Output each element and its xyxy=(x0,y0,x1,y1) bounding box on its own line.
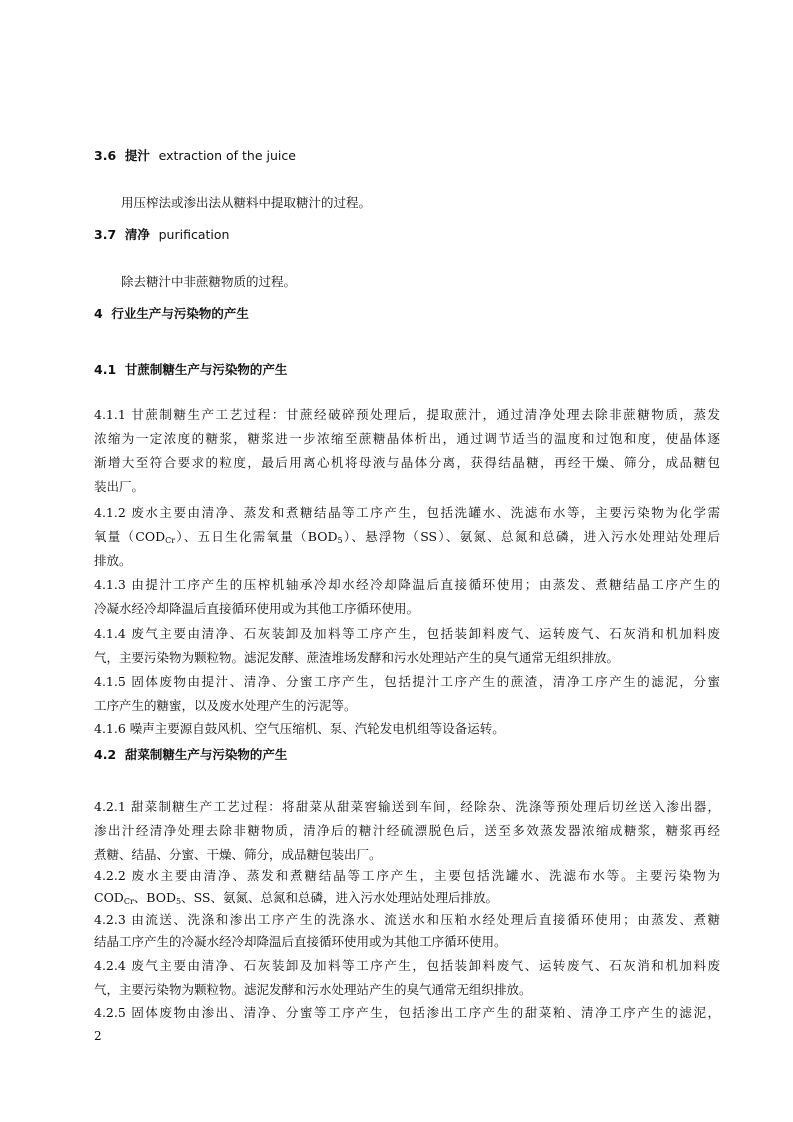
para-4-2-2-line: 4.2.2 废水主要由清净、蒸发和煮糖结晶等工序产生，主要包括洗罐水、洗滤布水等。主要污染物为 xyxy=(94,868,720,883)
page-number: 2 xyxy=(94,1029,102,1043)
para-4-2-1-line: 煮糖、结晶、分蜜、干燥、筛分，成品糖包装出厂。 xyxy=(94,847,382,862)
para-4-1-3-line: 4.1.3 由提汁工序产生的压榨机轴承冷却水经冷却降温后直接循环使用；由蒸发、煮糖结晶工序产生的 xyxy=(94,577,720,592)
para-4-2-1-line: 4.2.1 甜菜制糖生产工艺过程：将甜菜从甜菜窖输送到车间，经除杂、洗涤等预处理后切丝送入渗出器， xyxy=(94,799,720,814)
para-4-1-1-line: 4.1.1 甘蔗制糖生产工艺过程：甘蔗经破碎预处理后，提取蔗汁，通过清净处理去除非蔗糖物质，蒸发 xyxy=(94,407,720,422)
para-4-1-4-line: 4.1.4 废气主要由清净、石灰装卸及加料等工序产生，包括装卸料废气、运转废气、石灰消和机加料废 xyxy=(94,626,720,641)
chapter-heading-4: 4 行业生产与污染物的产生 xyxy=(94,306,249,321)
section-heading-3-7: 3.7 清净 purification xyxy=(94,227,230,242)
para-4-1-1-line: 装出厂。 xyxy=(94,479,145,494)
para-4-2-3-line: 4.2.3 由流送、洗涤和渗出工序产生的洗涤水、流送水和压粕水经处理后直接循环使用；由蒸发、煮糖 xyxy=(94,912,720,927)
para-4-1-5-line: 4.1.5 固体废物由提汁、清净、分蜜工序产生，包括提汁工序产生的蔗渣，清净工序产生的滤泥，分蜜 xyxy=(94,674,720,689)
para-4-2-5-line: 4.2.5 固体废物由渗出、清净、分蜜等工序产生，包括渗出工序产生的甜菜粕、清净工序产生的滤泥， xyxy=(94,1005,720,1020)
definition-3-7: 除去糖汁中非蔗糖物质的过程。 xyxy=(121,274,297,289)
section-heading-3-6: 3.6 提汁 extraction of the juice xyxy=(94,148,296,163)
para-4-2-1-line: 渗出汁经清净处理去除非糖物质，清净后的糖汁经硫漂脱色后，送至多效蒸发器浓缩成糖浆，糖浆再经 xyxy=(94,823,720,838)
para-4-2-4-line: 气，主要污染物为颗粒物。滤泥发酵和污水处理站产生的臭气通常无组织排放。 xyxy=(94,982,532,997)
para-4-1-1-line: 浓缩为一定浓度的糖浆，糖浆进一步浓缩至蔗糖晶体析出，通过调节适当的温度和过饱和度，使晶体逐 xyxy=(94,431,720,446)
section-heading-4-2: 4.2 甜菜制糖生产与污染物的产生 xyxy=(94,747,288,762)
section-heading-4-1: 4.1 甘蔗制糖生产与污染物的产生 xyxy=(94,362,288,377)
para-4-2-3-line: 结晶工序产生的冷凝水经冷却降温后直接循环使用或为其他工序循环使用。 xyxy=(94,934,507,949)
para-4-2-2-line: $COD_{Cr}$、$BOD_5$、SS、氨氮、总氮和总磷，进入污水处理站处理后排放。 xyxy=(94,890,499,906)
para-4-2-4-line: 4.2.4 废气主要由清净、石灰装卸及加料等工序产生，包括装卸料废气、运转废气、石灰消和机加料废 xyxy=(94,958,720,973)
para-4-1-5-line: 工序产生的糖蜜，以及废水处理产生的污泥等。 xyxy=(94,698,357,713)
para-4-1-2-line: 4.1.2 废水主要由清净、蒸发和煮糖结晶等工序产生，包括洗罐水、洗滤布水等，主要污染物为化学需 xyxy=(94,505,720,520)
para-4-1-4-line: 气，主要污染物为颗粒物。滤泥发酵、蔗渣堆场发酵和污水处理站产生的臭气通常无组织排放。 xyxy=(94,650,620,665)
para-4-1-6: 4.1.6 噪声主要源自鼓风机、空气压缩机、泵、汽轮发电机组等设备运转。 xyxy=(94,721,505,736)
definition-3-6: 用压榨法或渗出法从糖料中提取糖汁的过程。 xyxy=(121,195,372,210)
para-4-1-2-line: 排放。 xyxy=(94,553,132,568)
para-4-1-1-line: 渐增大至符合要求的粒度，最后用离心机将母液与晶体分离，获得结晶糖，再经干燥、筛分，成品糖包 xyxy=(94,455,720,470)
para-4-1-2-line: 氧量$(COD_{Cr})$、五日生化需氧量$(BOD_5)$、悬浮物（SS）、氨氮、总氮和总磷，进入污水处理站处理后 xyxy=(94,529,720,545)
para-4-1-3-line: 冷凝水经冷却降温后直接循环使用或为其他工序循环使用。 xyxy=(94,601,420,616)
